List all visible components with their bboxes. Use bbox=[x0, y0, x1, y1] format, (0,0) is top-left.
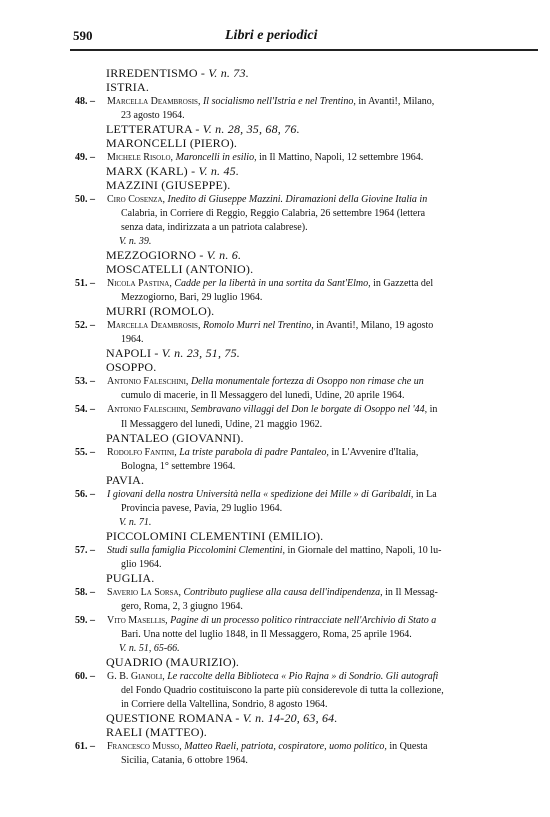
entry-title: Matteo Raeli, patriota, cospiratore, uomo politico, bbox=[184, 741, 387, 752]
entry-number: 61. – bbox=[75, 741, 95, 752]
see-also-reference: V. n. 39. bbox=[119, 236, 152, 247]
entry-title: Della monumentale fortezza di Osoppo non rimase che un bbox=[190, 376, 424, 387]
heading-text: MARONCELLI (PIERO). bbox=[106, 136, 238, 150]
entry-title: I giovani della nostra Università nella « spedizione dei Mille » di Garibaldi, bbox=[107, 489, 414, 500]
subject-heading bbox=[106, 262, 253, 277]
bibliography-entry bbox=[107, 447, 418, 458]
entry-title: La triste parabola di padre Pantaleo, bbox=[179, 447, 329, 458]
entry-author: Antonio Faleschini, bbox=[107, 404, 189, 415]
subject-heading bbox=[106, 360, 156, 375]
heading-text: PICCOLOMINI CLEMENTINI (EMILIO). bbox=[106, 529, 324, 543]
entry-title: Le raccolte della Biblioteca « Pio Rajna » di Sondrio. Gli autografi bbox=[167, 671, 439, 682]
entry-number: 53. – bbox=[75, 376, 95, 387]
heading-text: PANTALEO (GIOVANNI). bbox=[106, 431, 244, 445]
subject-heading bbox=[106, 164, 239, 179]
entry-publication: in Avanti!, Milano, bbox=[358, 96, 435, 107]
subject-heading bbox=[106, 178, 230, 193]
bibliography-entry bbox=[107, 587, 438, 598]
entry-continuation: Sicilia, Catania, 6 ottobre 1964. bbox=[121, 755, 248, 766]
entry-title: Il socialismo nell'Istria e nel Trentino, bbox=[202, 96, 356, 107]
entry-number: 51. – bbox=[75, 278, 95, 289]
subject-heading bbox=[106, 571, 154, 586]
entry-title: Cadde per la libertà in una sortita da Sant'Elmo, bbox=[174, 278, 371, 289]
entry-title: Romolo Murri nel Trentino, bbox=[202, 320, 314, 331]
entry-author: Nicola Pastina, bbox=[107, 278, 172, 289]
cross-reference: V. n. 23, 51, 75. bbox=[161, 346, 240, 360]
bibliography-entry bbox=[107, 194, 427, 205]
entry-continuation: Il Messaggero del lunedì, Udine, 21 maggio 1962. bbox=[121, 419, 323, 430]
entry-continuation: in Corriere della Valtellina, Sondrio, 8 agosto 1964. bbox=[121, 699, 328, 710]
subject-heading bbox=[106, 431, 244, 446]
entry-publication: in bbox=[429, 404, 438, 415]
entry-author: Vito Masellis, bbox=[107, 615, 168, 626]
heading-text: NAPOLI - bbox=[106, 346, 162, 360]
entry-continuation: Bari. Una notte del luglio 1848, in Il Messaggero, Roma, 25 aprile 1964. bbox=[121, 629, 412, 640]
entry-number: 54. – bbox=[75, 404, 95, 415]
bibliography-entry bbox=[107, 278, 433, 289]
entry-title: Contributo pugliese alla causa dell'indipendenza, bbox=[183, 587, 383, 598]
running-title: Libri e periodici bbox=[225, 28, 318, 43]
entry-publication: in Questa bbox=[389, 741, 428, 752]
bibliography-entry bbox=[107, 376, 424, 387]
entry-continuation: Bologna, 1° settembre 1964. bbox=[121, 461, 236, 472]
entry-continuation: 1964. bbox=[121, 334, 144, 345]
cross-reference: V. n. 14-20, 63, 64. bbox=[242, 711, 338, 725]
heading-text: MURRI (ROMOLO). bbox=[106, 304, 215, 318]
entry-publication: in Avanti!, Milano, 19 agosto bbox=[316, 320, 434, 331]
subject-heading bbox=[106, 248, 241, 263]
entry-number: 56. – bbox=[75, 489, 95, 500]
entry-continuation: glio 1964. bbox=[121, 559, 162, 570]
entry-continuation: del Fondo Quadrio costituiscono la parte più considerevole di tutta la collezione, bbox=[121, 685, 444, 696]
subject-heading bbox=[106, 346, 240, 361]
entry-author: Rodolfo Fantini, bbox=[107, 447, 177, 458]
entry-continuation: 23 agosto 1964. bbox=[121, 110, 185, 121]
entry-continuation: gero, Roma, 2, 3 giugno 1964. bbox=[121, 601, 243, 612]
entry-author: Ciro Cosenza, bbox=[107, 194, 166, 205]
entry-publication: in La bbox=[415, 489, 437, 500]
bibliography-entry bbox=[107, 152, 423, 163]
heading-text: MAZZINI (GIUSEPPE). bbox=[106, 178, 231, 192]
heading-text: LETTERATURA - bbox=[106, 122, 203, 136]
bibliography-entry bbox=[107, 96, 434, 107]
page-number: 590 bbox=[73, 28, 93, 43]
bibliography-entry bbox=[107, 545, 441, 556]
subject-heading bbox=[106, 655, 239, 670]
bibliography-entry bbox=[107, 320, 433, 331]
entry-title: Sembravano villaggi del Don le borgate di Osoppo nel '44, bbox=[190, 404, 428, 415]
entry-author: Saverio La Sorsa, bbox=[107, 587, 181, 598]
subject-heading bbox=[106, 304, 214, 319]
cross-reference: V. n. 28, 35, 68, 76. bbox=[202, 122, 300, 136]
subject-heading bbox=[106, 711, 338, 726]
entry-publication: in Il Mattino, Napoli, 12 settembre 1964. bbox=[259, 152, 424, 163]
entry-title: Pagine di un processo politico rintracciate nell'Archivio di Stato a bbox=[170, 615, 437, 626]
heading-text: OSOPPO. bbox=[106, 360, 157, 374]
heading-text: PUGLIA. bbox=[106, 571, 155, 585]
bibliography-entry bbox=[107, 671, 438, 682]
entry-number: 50. – bbox=[75, 194, 95, 205]
entry-publication: in Il Messag- bbox=[385, 587, 438, 598]
entry-publication: in Gazzetta del bbox=[373, 278, 434, 289]
heading-text: QUESTIONE ROMANA - bbox=[106, 711, 243, 725]
heading-text: QUADRIO (MAURIZIO). bbox=[106, 655, 240, 669]
entry-publication: in Giornale del mattino, Napoli, 10 lu- bbox=[287, 545, 442, 556]
entry-number: 58. – bbox=[75, 587, 95, 598]
heading-text: MARX (KARL) - bbox=[106, 164, 199, 178]
subject-heading bbox=[106, 122, 300, 137]
entry-author: Michele Risolo, bbox=[107, 152, 174, 163]
entry-continuation: cumulo di macerie, in Il Messaggero del lunedì, Udine, 20 aprile 1964. bbox=[121, 390, 405, 401]
subject-heading bbox=[106, 725, 207, 740]
see-also-reference: V. n. 71. bbox=[119, 517, 152, 528]
entry-author: Francesco Musso, bbox=[107, 741, 182, 752]
subject-heading bbox=[106, 529, 323, 544]
bibliography-entry bbox=[107, 404, 437, 415]
header-rule bbox=[70, 49, 538, 51]
entry-author: G. B. Gianoli, bbox=[107, 671, 165, 682]
bibliography-entry bbox=[107, 615, 436, 626]
cross-reference: V. n. 45. bbox=[198, 164, 240, 178]
subject-heading bbox=[106, 66, 249, 81]
subject-heading bbox=[106, 136, 237, 151]
cross-reference: V. n. 6. bbox=[206, 248, 242, 262]
entry-publication: in L'Avvenire d'Italia, bbox=[331, 447, 419, 458]
heading-text: PAVIA. bbox=[106, 473, 145, 487]
entry-number: 55. – bbox=[75, 447, 95, 458]
see-also-reference: V. n. 51, 65-66. bbox=[119, 643, 180, 654]
bibliography-entry bbox=[107, 489, 437, 500]
entry-number: 49. – bbox=[75, 152, 95, 163]
subject-heading bbox=[106, 80, 149, 95]
cross-reference: V. n. 73. bbox=[208, 66, 249, 80]
entry-title: Studi sulla famiglia Piccolomini Clementini, bbox=[107, 545, 286, 556]
entry-continuation: senza data, indirizzata a un patriota calabrese). bbox=[121, 222, 308, 233]
entry-author: Marcella Deambrosis, bbox=[107, 320, 201, 331]
heading-text: IRREDENTISMO - bbox=[106, 66, 209, 80]
entry-title: Inedito di Giuseppe Mazzini. Diramazioni della Giovine Italia in bbox=[167, 194, 428, 205]
entry-number: 48. – bbox=[75, 96, 95, 107]
entry-author: Antonio Faleschini, bbox=[107, 376, 189, 387]
entry-author: Marcella Deambrosis, bbox=[107, 96, 201, 107]
entry-number: 60. – bbox=[75, 671, 95, 682]
bibliography-entry bbox=[107, 741, 427, 752]
entry-continuation: Calabria, in Corriere di Reggio, Reggio Calabria, 26 settembre 1964 (lettera bbox=[121, 208, 426, 219]
heading-text: RAELI (MATTEO). bbox=[106, 725, 207, 739]
entry-number: 57. – bbox=[75, 545, 95, 556]
heading-text: MEZZOGIORNO - bbox=[106, 248, 207, 262]
entry-continuation: Mezzogiorno, Bari, 29 luglio 1964. bbox=[121, 292, 263, 303]
entry-number: 52. – bbox=[75, 320, 95, 331]
entry-number: 59. – bbox=[75, 615, 95, 626]
heading-text: ISTRIA. bbox=[106, 80, 150, 94]
heading-text: MOSCATELLI (ANTONIO). bbox=[106, 262, 254, 276]
subject-heading bbox=[106, 473, 144, 488]
entry-continuation: Provincia pavese, Pavia, 29 luglio 1964. bbox=[121, 503, 283, 514]
entry-title: Maroncelli in esilio, bbox=[175, 152, 257, 163]
